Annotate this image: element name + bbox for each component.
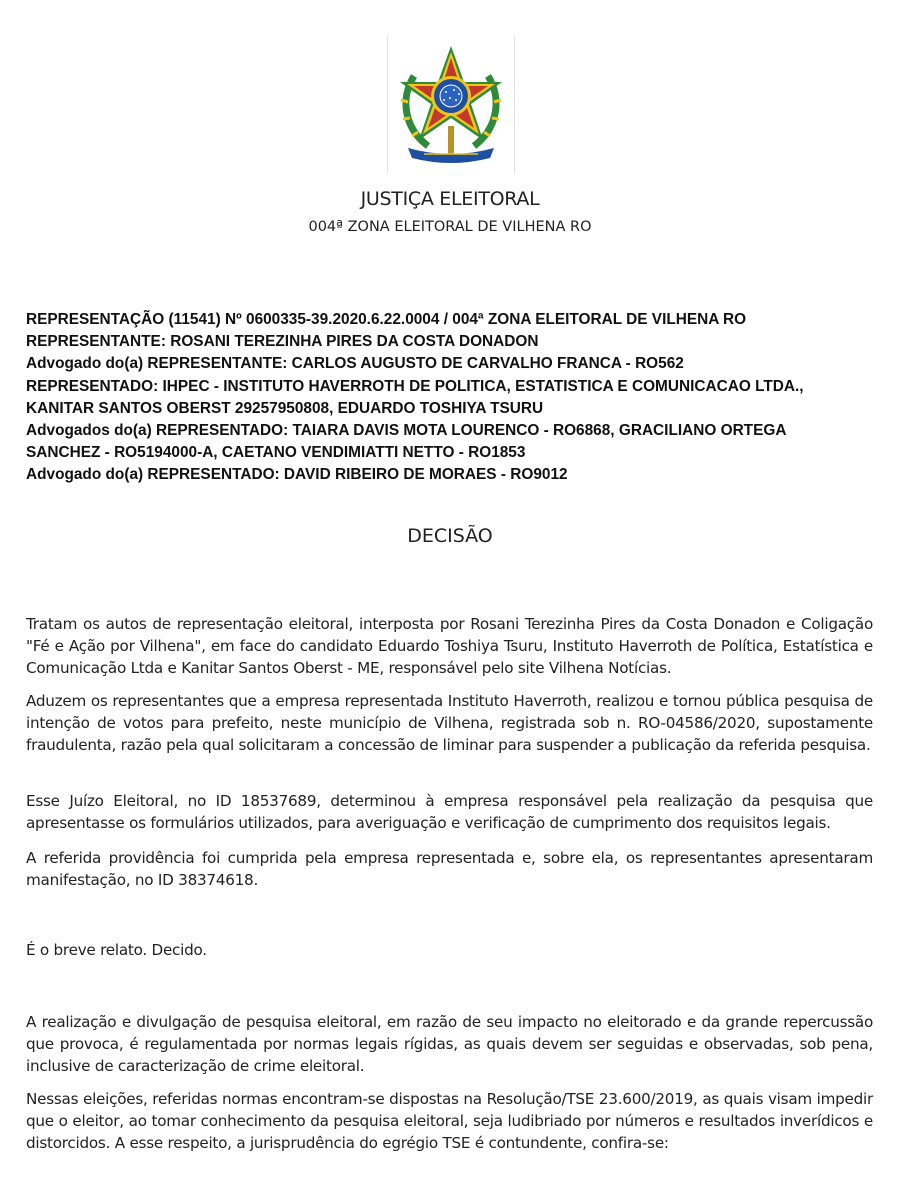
- paragraph-5: É o breve relato. Decido.: [26, 941, 207, 959]
- coat-of-arms-frame: [387, 36, 515, 174]
- decision-title: DECISÃO: [407, 525, 493, 547]
- plaintiff-lawyer-line: Advogado do(a) REPRESENTANTE: CARLOS AUGUSTO DE CARVALHO FRANCA - RO562: [26, 355, 684, 373]
- paragraph-6: A realização e divulgação de pesquisa eleitoral, em razão de seu impacto no eleitorado e da grande repercussão que provoca, é regulamentada por normas legais rígidas, as quais devem ser seguidas e observadas, sob pena, inclusive de caracterização de crime eleitoral.: [26, 1013, 873, 1076]
- plaintiff-line: REPRESENTANTE: ROSANI TEREZINHA PIRES DA COSTA DONADON: [26, 333, 539, 351]
- paragraph-3: Esse Juízo Eleitoral, no ID 18537689, determinou à empresa responsável pela realização da pesquisa que apresentasse os formulários utilizados, para averiguação e verificação de cumprimento dos requisitos legais.: [26, 792, 873, 833]
- paragraph-4: A referida providência foi cumprida pela empresa representada e, sobre ela, os representantes apresentaram manifestação, no ID 38374618.: [26, 849, 873, 890]
- case-header: [26, 309, 886, 487]
- defendant-lawyers-line-continued: SANCHEZ - RO5194000-A, CAETANO VENDIMIATTI NETTO - RO1853: [26, 444, 526, 462]
- paragraph-2: Aduzem os representantes que a empresa representada Instituto Haverroth, realizou e tornou pública pesquisa de intenção de votos para prefeito, neste município de Vilhena, registrada sob n. RO-04586/2020, supostamente fraudulenta, razão pela qual solicitaram a concessão de liminar para suspender a publicação da referida pesquisa.: [26, 692, 873, 755]
- paragraph-1: Tratam os autos de representação eleitoral, interposta por Rosani Terezinha Pires da Costa Donadon e Coligação "Fé e Ação por Vilhena", em face do candidato Eduardo Toshiya Tsuru, Instituto Haverroth de Política, Estatística e Comunicação Ltda e Kanitar Santos Oberst - ME, responsável pelo site Vilhena Notícias.: [26, 615, 873, 678]
- case-number-line: REPRESENTAÇÃO (11541) Nº 0600335-39.2020.6.22.0004 / 004ª ZONA ELEITORAL DE VILHENA RO: [26, 311, 747, 328]
- defendant-line-continued: KANITAR SANTOS OBERST 29257950808, EDUARDO TOSHIYA TSURU: [26, 399, 544, 417]
- electoral-zone: 004ª ZONA ELEITORAL DE VILHENA RO: [308, 219, 592, 235]
- defendant-lawyers-line: Advogados do(a) REPRESENTADO: TAIARA DAVIS MOTA LOURENCO - RO6868, GRACILIANO ORTEGA: [26, 422, 787, 440]
- defendant-line: REPRESENTADO: IHPEC - INSTITUTO HAVERROTH DE POLITICA, ESTATISTICA E COMUNICACAO LTDA.,: [26, 377, 804, 395]
- court-name: JUSTIÇA ELEITORAL: [360, 188, 540, 210]
- paragraph-7: Nessas eleições, referidas normas encontram-se dispostas na Resolução/TSE 23.600/2019, as quais visam impedir que o eleitor, ao tomar conhecimento da pesquisa eleitoral, seja ludibriado por números e resultados inverídicos e distorcidos. A esse respeito, a jurisprudência do egrégio TSE é contundente, confira-se:: [26, 1090, 873, 1153]
- defendant-lawyer-line: Advogado do(a) REPRESENTADO: DAVID RIBEIRO DE MORAES - RO9012: [26, 466, 568, 484]
- coat-of-arms-icon: [394, 42, 508, 166]
